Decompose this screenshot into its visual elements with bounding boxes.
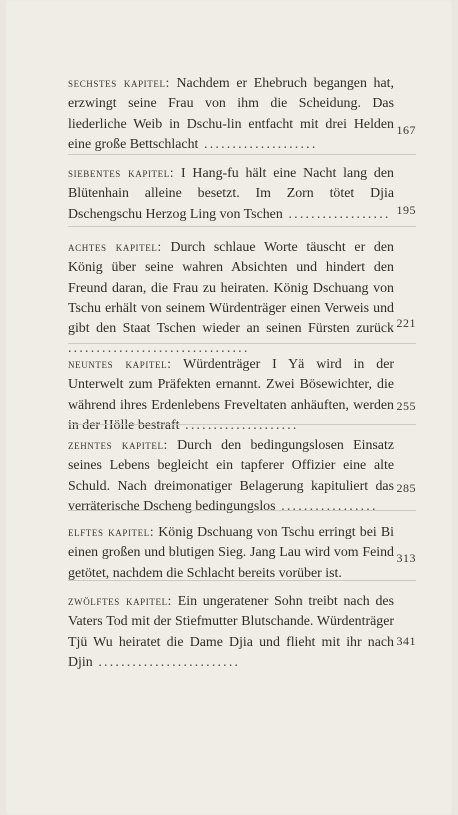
summary-text: Durch den bedingungslosen Einsatz seines Lebens begleicht ein tapferer Offizier eine alte Schuld. Nach dreimonatiger Belagerung kapituliert das verräterische Dscheng bedingungslos <box>68 438 394 514</box>
page-number: 285 <box>396 480 416 495</box>
toc-entry-chapter-11 <box>68 510 416 580</box>
summary-text: Durch schlaue Worte täuscht er den König über seine wahren Absichten und hindert den Freund daran, die Frau zu heiraten. König Dschuang von Tschu erhält von seinem Würdenträger einen Verweis und gibt den Staat Tschen wieder an seinen Fürsten zurück <box>68 240 394 337</box>
leader-dots: .................... <box>198 136 318 152</box>
book-page <box>6 0 454 815</box>
summary-text: I Hang-fu hält eine Nacht lang den Blütenhain alleine besetzt. Im Zorn tötet Djia Dschengschu Herzog Ling von Tschen <box>68 166 394 222</box>
chapter-label: zehntes kapitel: <box>68 437 168 452</box>
chapter-label: siebentes kapitel: <box>68 165 175 180</box>
leader-dots: .................. <box>282 206 391 222</box>
page-number: 341 <box>396 633 416 648</box>
page-number: 167 <box>396 122 416 137</box>
chapter-label: zwölftes kapitel: <box>68 593 172 608</box>
toc-entry-chapter-10 <box>68 424 416 514</box>
chapter-summary <box>68 240 394 356</box>
chapter-label: elftes kapitel: <box>68 524 155 539</box>
page-number: 255 <box>396 398 416 413</box>
toc-entry-text <box>68 163 394 225</box>
leader-dots: ................................ <box>68 341 250 357</box>
summary-text: Ein ungeratener Sohn treibt nach des Vaters Tod mit der Stiefmutter Blutschande. Würdenträger Tjü Wu heiratet die Dame Djia und flieht mit ihr nach Djin <box>68 594 394 670</box>
summary-text: Würdenträger I Yä wird in der Unterwelt zum Präfekten ernannt. Zwei Bösewichter, die während ihres Erdenlebens Freveltaten anhäuften, werden in der Hölle bestraft <box>68 357 394 433</box>
leader-dots: ......................... <box>92 654 241 670</box>
page-number: 313 <box>396 550 416 565</box>
summary-text: König Dschuang von Tschu erringt bei Bi einen großen und blutigen Sieg. Jang Lau wird vom Feind getötet, nachdem die Schlacht bereits vorüber ist. <box>68 525 394 581</box>
toc-entry-chapter-6 <box>68 73 416 154</box>
summary-text: Nachdem er Ehebruch begangen hat, erzwingt seine Frau von ihm die Scheidung. Das liederliche Weib in Dschu-lin entfacht mit drei Helden eine große Bettschlacht <box>68 76 394 152</box>
toc-entry-chapter-9 <box>68 343 416 433</box>
toc-entry-chapter-7 <box>68 154 416 226</box>
chapter-label: achtes kapitel: <box>68 239 162 254</box>
toc-entry-text <box>68 237 394 360</box>
page-number: 221 <box>396 315 416 330</box>
leader-dots: .................... <box>179 417 299 433</box>
toc-entry-text <box>68 73 394 155</box>
page-number: 195 <box>396 202 416 217</box>
toc-entry-chapter-8 <box>68 226 416 357</box>
toc-entry-chapter-12 <box>68 580 416 670</box>
chapter-label: neuntes kapitel: <box>68 356 172 371</box>
table-of-contents <box>68 73 416 670</box>
leader-dots: ................. <box>275 498 378 514</box>
toc-entry-text <box>68 522 394 584</box>
toc-entry-text <box>68 591 394 673</box>
toc-entry-text <box>68 435 394 517</box>
chapter-label: sechstes kapitel: <box>68 75 170 90</box>
